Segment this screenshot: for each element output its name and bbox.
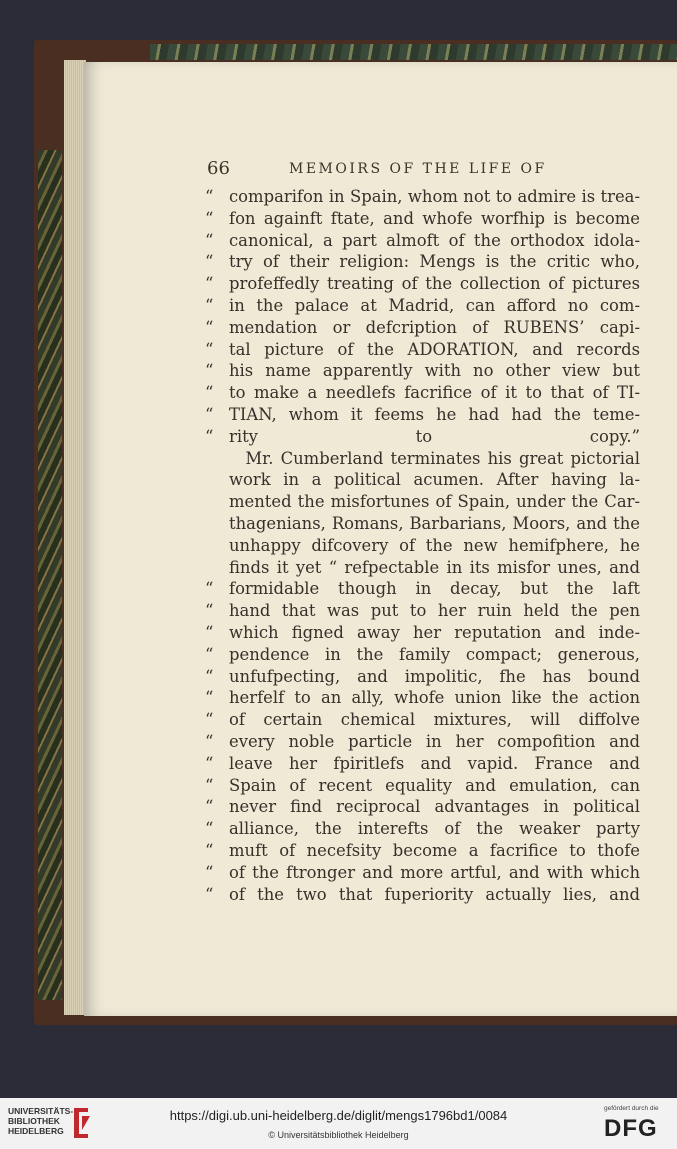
quote-mark: “	[205, 187, 214, 206]
quote-mark: “	[205, 797, 214, 817]
line-text: Spain of recent equality and emulation, can	[229, 775, 640, 795]
line-text: tal picture of the ADORATION, and records	[229, 339, 640, 359]
marbled-board-top	[150, 44, 677, 60]
body-text	[205, 186, 640, 905]
dfg-logo: DFG	[604, 1115, 658, 1142]
line-text: fon againft ftate, and whofe worfhip is become	[229, 208, 640, 228]
quote-mark: “	[205, 383, 214, 403]
line-text: of the ftronger and more artful, and with which	[229, 862, 640, 882]
quote-mark: “	[205, 731, 214, 751]
quote-mark: “	[205, 317, 214, 337]
quote-mark: “	[205, 884, 214, 904]
copyright-notice: © Universitätsbibliothek Heidelberg	[268, 1130, 409, 1140]
text-line	[205, 382, 640, 404]
line-text: finds it yet “ refpectable in its misfor unes, and	[229, 557, 640, 577]
quote-mark: “	[205, 666, 214, 686]
line-text: muft of necefsity become a facrifice to thofe	[229, 840, 640, 860]
line-text: in the palace at Madrid, can afford no com-	[229, 295, 640, 315]
text-line	[205, 251, 640, 273]
text-line	[205, 491, 640, 513]
text-line	[205, 426, 640, 448]
line-text: unfufpecting, and impolitic, fhe has bound	[229, 666, 640, 686]
line-text: canonical, a part almoft of the orthodox idola-	[229, 230, 640, 250]
line-text: every noble particle in her compofition and	[229, 731, 640, 751]
quote-mark: “	[205, 775, 214, 795]
quote-mark: “	[205, 644, 214, 664]
line-text: herfelf to an ally, whofe union like the action	[229, 688, 640, 708]
text-line	[205, 273, 640, 295]
text-line	[205, 753, 640, 775]
line-text: hand that was put to her ruin held the pen	[229, 601, 640, 621]
text-line	[205, 622, 640, 644]
text-line	[205, 862, 640, 884]
quote-mark: “	[205, 622, 214, 642]
quote-mark: “	[205, 753, 214, 773]
quote-mark: “	[205, 230, 214, 250]
text-line	[205, 360, 640, 382]
line-text: try of their religion: Mengs is the critic who,	[229, 252, 640, 272]
text-line	[205, 600, 640, 622]
funded-by-label: gefördert durch die	[604, 1105, 659, 1112]
quote-mark: “	[205, 295, 214, 315]
quote-mark: “	[205, 840, 214, 860]
text-line	[205, 186, 640, 208]
quote-mark: “	[205, 274, 214, 294]
text-line	[205, 404, 640, 426]
text-line	[205, 535, 640, 557]
line-text: never find reciprocal advantages in political	[229, 797, 640, 817]
text-line	[205, 840, 640, 862]
line-text: TIAN, whom it feems he had had the teme-	[229, 404, 640, 424]
page-header	[207, 158, 637, 182]
line-text: his name apparently with no other view but	[229, 361, 640, 381]
quote-mark: “	[205, 252, 214, 272]
text-line	[205, 230, 640, 252]
text-line	[205, 644, 640, 666]
page-number: 66	[207, 158, 230, 179]
line-text: mented the misfortunes of Spain, under the Car-	[229, 492, 640, 512]
text-line	[205, 796, 640, 818]
line-text: of certain chemical mixtures, will diffolve	[229, 710, 640, 730]
text-line	[205, 687, 640, 709]
line-text: pendence in the family compact; generous,	[229, 644, 640, 664]
text-line	[205, 578, 640, 600]
line-text: leave her fpiritlefs and vapid. France and	[229, 753, 640, 773]
quote-mark: “	[205, 339, 214, 359]
line-text: unhappy difcovery of the new hemifphere, he	[229, 535, 640, 555]
text-line	[205, 709, 640, 731]
text-line	[205, 557, 640, 579]
line-text: comparifon in Spain, whom not to admire is trea-	[229, 187, 640, 206]
quote-mark: “	[205, 710, 214, 730]
quote-mark: “	[205, 688, 214, 708]
quote-mark: “	[205, 862, 214, 882]
text-line	[205, 295, 640, 317]
text-line	[205, 731, 640, 753]
line-text: mendation or defcription of RUBENS’ capi-	[229, 317, 640, 337]
text-line	[205, 666, 640, 688]
quote-mark: “	[205, 819, 214, 839]
line-text: rity to copy.”	[229, 426, 640, 446]
quote-mark: “	[205, 579, 214, 599]
footer-bar	[0, 1098, 677, 1149]
line-text: work in a political acumen. After having la-	[229, 470, 640, 490]
text-line	[205, 884, 640, 906]
line-text: Mr. Cumberland terminates his great pictorial	[229, 448, 640, 468]
text-line	[205, 513, 640, 535]
text-line	[205, 448, 640, 470]
line-text: formidable though in decay, but the laft	[229, 579, 640, 599]
quote-mark: “	[205, 404, 214, 424]
text-line	[205, 469, 640, 491]
line-text: which figned away her reputation and inde-	[229, 622, 640, 642]
quote-mark: “	[205, 426, 214, 446]
quote-mark: “	[205, 208, 214, 228]
permalink-url[interactable]: https://digi.ub.uni-heidelberg.de/diglit/mengs1796bd1/0084	[169, 1108, 508, 1123]
quote-mark: “	[205, 361, 214, 381]
line-text: profeffedly treating of the collection of pictures	[229, 274, 640, 294]
line-text: of the two that fuperiority actually lies, and	[229, 884, 640, 904]
page-stack	[64, 60, 86, 1015]
text-line	[205, 818, 640, 840]
text-line	[205, 339, 640, 361]
library-logo-text: UNIVERSITÄTS- BIBLIOTHEK HEIDELBERG	[8, 1106, 74, 1136]
line-text: to make a needlefs facrifice of it to that of TI-	[229, 383, 640, 403]
quote-mark: “	[205, 601, 214, 621]
text-line	[205, 317, 640, 339]
running-title: MEMOIRS OF THE LIFE OF	[289, 161, 547, 177]
text-line	[205, 775, 640, 797]
line-text: thagenians, Romans, Barbarians, Moors, and the	[229, 513, 640, 533]
line-text: alliance, the interefts of the weaker party	[229, 819, 640, 839]
marbled-board-edge	[38, 150, 62, 1000]
text-line	[205, 208, 640, 230]
